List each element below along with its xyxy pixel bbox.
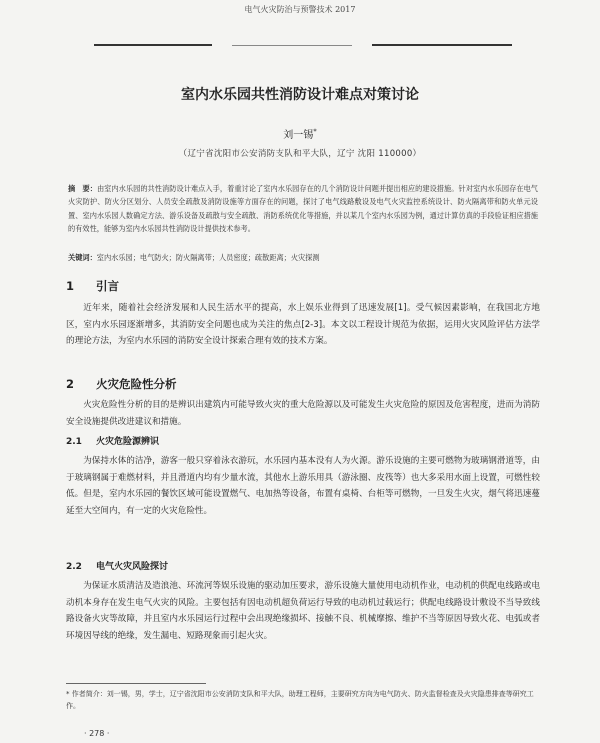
subsection-title: 电气火灾风险探讨 — [96, 562, 169, 572]
section-title: 火灾危险性分析 — [96, 377, 177, 391]
paragraph: 为保持水体的洁净，游客一般只穿着泳衣游玩，水乐园内基本没有人为火源。游乐设施的主要可燃物为玻璃钢滑道等，由于玻璃钢属于难燃材料，并且滑道内均有少量水流，其他水上游乐用具（游泳圈、皮筏等）也大多采用水面上设置，可燃性较低。但是，室内水乐园的餐饮区域可能设置燃气、电加热等设备，布置有桌椅、台柜等可燃物，一旦发生火灾，烟气将迅速蔓延至大空间内，有一定的火灾危险性。 — [66, 456, 540, 516]
abstract-text: 由室内水乐园的共性消防设计难点入手，着重讨论了室内水乐园存在的几个消防设计问题并提出相应的建设措施。针对室内水乐园存在电气火灾防护、防火分区划分、人员安全疏散及消防设施等方面存在的问题，探讨了电气线路敷设及电气火灾监控系统设计、防火隔离带和防火单元设置、室内水乐园人数确定方法、游乐设备及疏散与安全疏散、消防系统优化等措施，并以某几个室内水乐园为例，通过计算仿真的手段验证相应措施的有效性，能够为室内水乐园共性消防设计提供技术参考。 — [68, 184, 538, 233]
page-number: · 278 · — [84, 729, 110, 738]
author-line — [0, 126, 600, 141]
section-body — [66, 300, 540, 350]
subsection-body — [66, 453, 540, 519]
abstract — [68, 182, 538, 235]
author-footnote-mark: * — [313, 127, 317, 136]
section-title: 引言 — [96, 279, 119, 293]
header-rule — [232, 45, 352, 46]
section-heading — [66, 278, 119, 294]
paper-title: 室内水乐园共性消防设计难点对策讨论 — [181, 87, 419, 103]
paragraph: 近年来，随着社会经济发展和人民生活水平的提高，水上娱乐业得到了迅速发展[1]。受气候因素影响，在我国北方地区，室内水乐园逐渐增多，其消防安全问题也成为关注的焦点[2-3]。本文以工程设计规范为依据，运用火灾风险评估方法学的理论方法，为室内水乐园的消防安全设计探索合理有效的技术方案。 — [66, 303, 540, 347]
paragraph: 火灾危险性分析的目的是辨识出建筑内可能导致火灾的重大危险源以及可能发生火灾危险的原因及危害程度，进而为消防安全设施提供改进建议和措施。 — [66, 400, 540, 427]
keywords-label: 关键词： — [68, 253, 97, 262]
header-rule — [372, 44, 512, 46]
subsection-heading — [66, 434, 159, 447]
keywords-text: 室内水乐园；电气防火；防火隔离带；人员密度；疏散距离；火灾探测 — [96, 253, 320, 262]
section-number: 2 — [66, 377, 75, 391]
subsection-number: 2.2 — [66, 562, 82, 572]
affiliation: （辽宁省沈阳市公安消防支队和平大队，辽宁 沈阳 110000） — [178, 149, 422, 159]
subsection-body — [66, 578, 540, 644]
keywords — [68, 252, 538, 264]
header-rule — [94, 44, 212, 46]
running-header: 电气火灾防治与预警技术 2017 — [244, 5, 356, 14]
section-number: 1 — [66, 279, 75, 293]
abstract-label: 摘 要： — [68, 184, 97, 193]
subsection-title: 火灾危险源辨识 — [96, 437, 160, 447]
author-name: 刘一锡 — [283, 130, 314, 141]
footnote: * 作者简介：刘一锡，男，学士，辽宁省沈阳市公安消防支队和平大队，助理工程师，主要研究方向为电气防火、防火监督检查及火灾隐患排查等研究工作。 — [66, 690, 534, 710]
paragraph: 为保证水质清洁及造浪池、环流河等娱乐设施的驱动加压要求，游乐设施大量使用电动机作业，电动机的供配电线路或电动机本身存在发生电气火灾的风险。主要包括有因电动机超负荷运行导致的电动机过载运行；供配电线路设计敷设不当导致线路设备火灾等故障，并且室内水乐园运行过程中会出现绝缘损坏、接触不良、机械摩擦、维护不当等原因导致火花、电弧或者环境因导线的绝缘，发生漏电、短路现象而引起火灾。 — [66, 581, 540, 641]
section-heading — [66, 376, 177, 392]
subsection-heading — [66, 559, 168, 572]
section-body — [66, 397, 540, 430]
subsection-number: 2.1 — [66, 437, 82, 447]
footnote-rule — [66, 683, 206, 684]
